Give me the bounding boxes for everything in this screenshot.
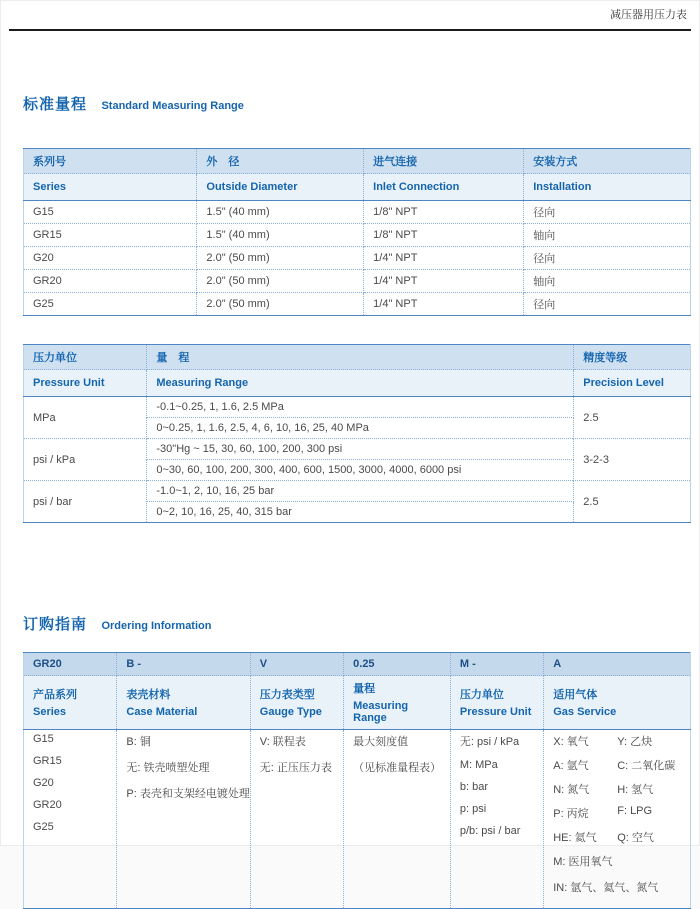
series-table-cell: GR15: [24, 224, 197, 247]
ordering-header-en: Case Material: [126, 706, 198, 718]
series-table-cell: 2.0" (50 mm): [197, 247, 364, 270]
pressure-unit-cell: psi / kPa: [24, 439, 147, 481]
ordering-gauge-type-cell: [250, 730, 343, 909]
series-header-zh: 安装方式: [524, 149, 691, 174]
section-title-ordering: [23, 613, 699, 634]
pressure-unit-cell: psi / bar: [24, 481, 147, 523]
series-table-row: [24, 293, 691, 316]
ordering-case-material-cell-line: P: 表壳和支架经电镀处理: [126, 788, 250, 800]
gas-service-item: M: 医用氧气: [553, 856, 613, 868]
ordering-code-cell: A: [544, 653, 691, 676]
ordering-series-cell: [24, 730, 117, 909]
gas-service-pair: [553, 781, 681, 797]
section-title-measuring: [23, 93, 699, 114]
series-header-en: Series: [24, 174, 197, 201]
ordering-title-en: Ordering Information: [101, 620, 212, 632]
gas-service-item: H: 氢气: [617, 784, 654, 796]
ordering-header-en: Gauge Type: [259, 706, 322, 718]
ordering-pressure-unit-cell-line: b: bar: [459, 781, 488, 793]
precision-cell: 2.5: [574, 481, 691, 523]
ordering-header-en: Pressure Unit: [459, 706, 532, 718]
gas-service-pair: [553, 829, 681, 845]
measuring-range-cell: -0.1~0.25, 1, 1.6, 2.5 MPa: [147, 397, 574, 418]
measuring-title-en: Standard Measuring Range: [101, 100, 244, 112]
gas-service-item: P: 丙烷: [553, 808, 589, 820]
ordering-gauge-type-cell-line: 无: 正压压力表: [259, 762, 332, 774]
gas-service-item: C: 二氧化碳: [617, 760, 676, 772]
range-header-row-en: [24, 370, 691, 397]
page-title: 减压器用压力表: [610, 9, 687, 21]
series-table-cell: 2.0" (50 mm): [197, 270, 364, 293]
ordering-header-en: Measuring Range: [353, 700, 409, 724]
series-table-cell: 径向: [524, 293, 691, 316]
range-header-en: Pressure Unit: [24, 370, 147, 397]
series-table-cell: G15: [24, 201, 197, 224]
series-table-row: [24, 247, 691, 270]
range-header-zh: 量 程: [147, 345, 574, 370]
ordering-header-en: Series: [33, 706, 67, 718]
ordering-table-head: [24, 653, 691, 730]
ordering-header-row: [24, 676, 691, 730]
series-table-head: [24, 149, 691, 201]
series-table-cell: GR20: [24, 270, 197, 293]
ordering-table-body: [24, 730, 691, 909]
series-header-zh: 外 径: [197, 149, 364, 174]
gas-service-pair: [553, 757, 681, 773]
ordering-code-cell: M -: [450, 653, 543, 676]
range-header-en: Measuring Range: [147, 370, 574, 397]
ordering-measuring-range-cell-line: 最大刻度值: [353, 736, 409, 748]
series-table-body: [24, 201, 691, 316]
ordering-header-cell: [250, 676, 343, 730]
ordering-header-cell: [544, 676, 691, 730]
ordering-series-cell-line: GR15: [33, 755, 62, 767]
series-table-row: [24, 270, 691, 293]
ordering-case-material-cell-line: 无: 铁壳喷塑处理: [126, 762, 210, 774]
ordering-case-material-cell-line: B: 铜: [126, 736, 151, 748]
series-header-zh: 系列号: [24, 149, 197, 174]
series-table: [23, 148, 691, 316]
ordering-header-cell: [450, 676, 543, 730]
series-header-zh: 进气连接: [364, 149, 524, 174]
ordering-header-zh: 压力单位: [459, 689, 504, 701]
measuring-title-zh: 标准量程: [23, 96, 88, 113]
gas-service-item: Q: 空气: [617, 832, 654, 844]
ordering-header-cell: [24, 676, 117, 730]
ordering-header-zh: 表壳材料: [126, 689, 171, 701]
series-header-en: Outside Diameter: [197, 174, 364, 201]
gas-service-item: N: 氮气: [553, 784, 590, 796]
gas-service-item: Y: 乙炔: [617, 736, 653, 748]
range-header-zh: 压力单位: [24, 345, 147, 370]
series-header-row-en: [24, 174, 691, 201]
range-header-en: Precision Level: [574, 370, 691, 397]
precision-cell: 3-2-3: [574, 439, 691, 481]
ordering-series-cell-line: G20: [33, 777, 54, 789]
ordering-code-cell: GR20: [24, 653, 117, 676]
gas-service-item: HE: 氦气: [553, 832, 597, 844]
ordering-case-material-cell: [117, 730, 250, 909]
ordering-header-zh: 适用气体: [553, 689, 598, 701]
measuring-range-cell: 0~2, 10, 16, 25, 40, 315 bar: [147, 502, 574, 523]
series-table-cell: 轴向: [524, 224, 691, 247]
ordering-header-zh: 产品系列: [33, 689, 77, 701]
ordering-series-cell-line: GR20: [33, 799, 62, 811]
range-table-body: [24, 397, 691, 523]
ordering-header-en: Gas Service: [553, 706, 617, 718]
range-table: [23, 344, 691, 523]
ordering-table: [23, 652, 691, 909]
gas-service-item: F: LPG: [617, 805, 653, 817]
series-table-cell: 轴向: [524, 270, 691, 293]
measuring-range-cell: 0~30, 60, 100, 200, 300, 400, 600, 1500, 3000, 4000, 6000 psi: [147, 460, 574, 481]
range-header-zh: 精度等级: [574, 345, 691, 370]
series-header-en: Inlet Connection: [364, 174, 524, 201]
series-table-cell: 径向: [524, 247, 691, 270]
gas-service-item: A: 氩气: [553, 760, 589, 772]
series-table-cell: G20: [24, 247, 197, 270]
ordering-series-cell-line: G25: [33, 821, 54, 833]
measuring-range-cell: -30"Hg ~ 15, 30, 60, 100, 200, 300 psi: [147, 439, 574, 460]
ordering-header-cell: [117, 676, 250, 730]
range-header-row-zh: [24, 345, 691, 370]
series-table-cell: 1/4" NPT: [364, 270, 524, 293]
ordering-header-zh: 量程: [353, 683, 376, 695]
series-table-row: [24, 201, 691, 224]
ordering-table-body-row: [24, 730, 691, 909]
page-header: [1, 1, 699, 22]
ordering-code-row: [24, 653, 691, 676]
series-table-cell: 1.5" (40 mm): [197, 201, 364, 224]
series-table-cell: 1/4" NPT: [364, 247, 524, 270]
ordering-pressure-unit-cell: [450, 730, 543, 909]
ordering-pressure-unit-cell-line: M: MPa: [459, 759, 498, 771]
ordering-pressure-unit-cell-line: 无: psi / kPa: [459, 736, 520, 748]
ordering-gauge-type-cell-line: V: 联程表: [259, 736, 306, 748]
pressure-unit-cell: MPa: [24, 397, 147, 439]
ordering-title-zh: 订购指南: [23, 616, 88, 633]
ordering-header-zh: 压力表类型: [259, 689, 315, 701]
series-header-en: Installation: [524, 174, 691, 201]
ordering-pressure-unit-cell-line: p: psi: [459, 803, 487, 815]
ordering-header-cell: [344, 676, 451, 730]
series-table-cell: 1/4" NPT: [364, 293, 524, 316]
ordering-code-cell: V: [250, 653, 343, 676]
ordering-code-cell: B -: [117, 653, 250, 676]
gas-service-pair: [553, 733, 681, 749]
ordering-measuring-range-cell: [344, 730, 451, 909]
series-table-cell: 1.5" (40 mm): [197, 224, 364, 247]
series-table-row: [24, 224, 691, 247]
range-table-row: [24, 481, 691, 502]
series-header-row-zh: [24, 149, 691, 174]
range-table-head: [24, 345, 691, 397]
range-table-row: [24, 439, 691, 460]
gas-service-item: X: 氧气: [553, 736, 589, 748]
range-table-row: [24, 397, 691, 418]
series-table-cell: 径向: [524, 201, 691, 224]
precision-cell: 2.5: [574, 397, 691, 439]
ordering-measuring-range-cell-line: （见标准量程表）: [353, 762, 442, 774]
ordering-code-cell: 0.25: [344, 653, 451, 676]
series-table-cell: 2.0" (50 mm): [197, 293, 364, 316]
ordering-gas-service-cell: [544, 730, 691, 909]
measuring-range-cell: 0~0.25, 1, 1.6, 2.5, 4, 6, 10, 16, 25, 40 MPa: [147, 418, 574, 439]
gas-service-pair: [553, 805, 681, 821]
series-table-cell: 1/8" NPT: [364, 224, 524, 247]
header-divider: [9, 29, 691, 31]
ordering-pressure-unit-cell-line: p/b: psi / bar: [459, 825, 521, 837]
gas-service-item: IN: 氩气、氦气、氮气: [553, 882, 659, 894]
ordering-series-cell-line: G15: [33, 733, 54, 745]
measuring-range-cell: -1.0~1, 2, 10, 16, 25 bar: [147, 481, 574, 502]
series-table-cell: 1/8" NPT: [364, 201, 524, 224]
series-table-cell: G25: [24, 293, 197, 316]
